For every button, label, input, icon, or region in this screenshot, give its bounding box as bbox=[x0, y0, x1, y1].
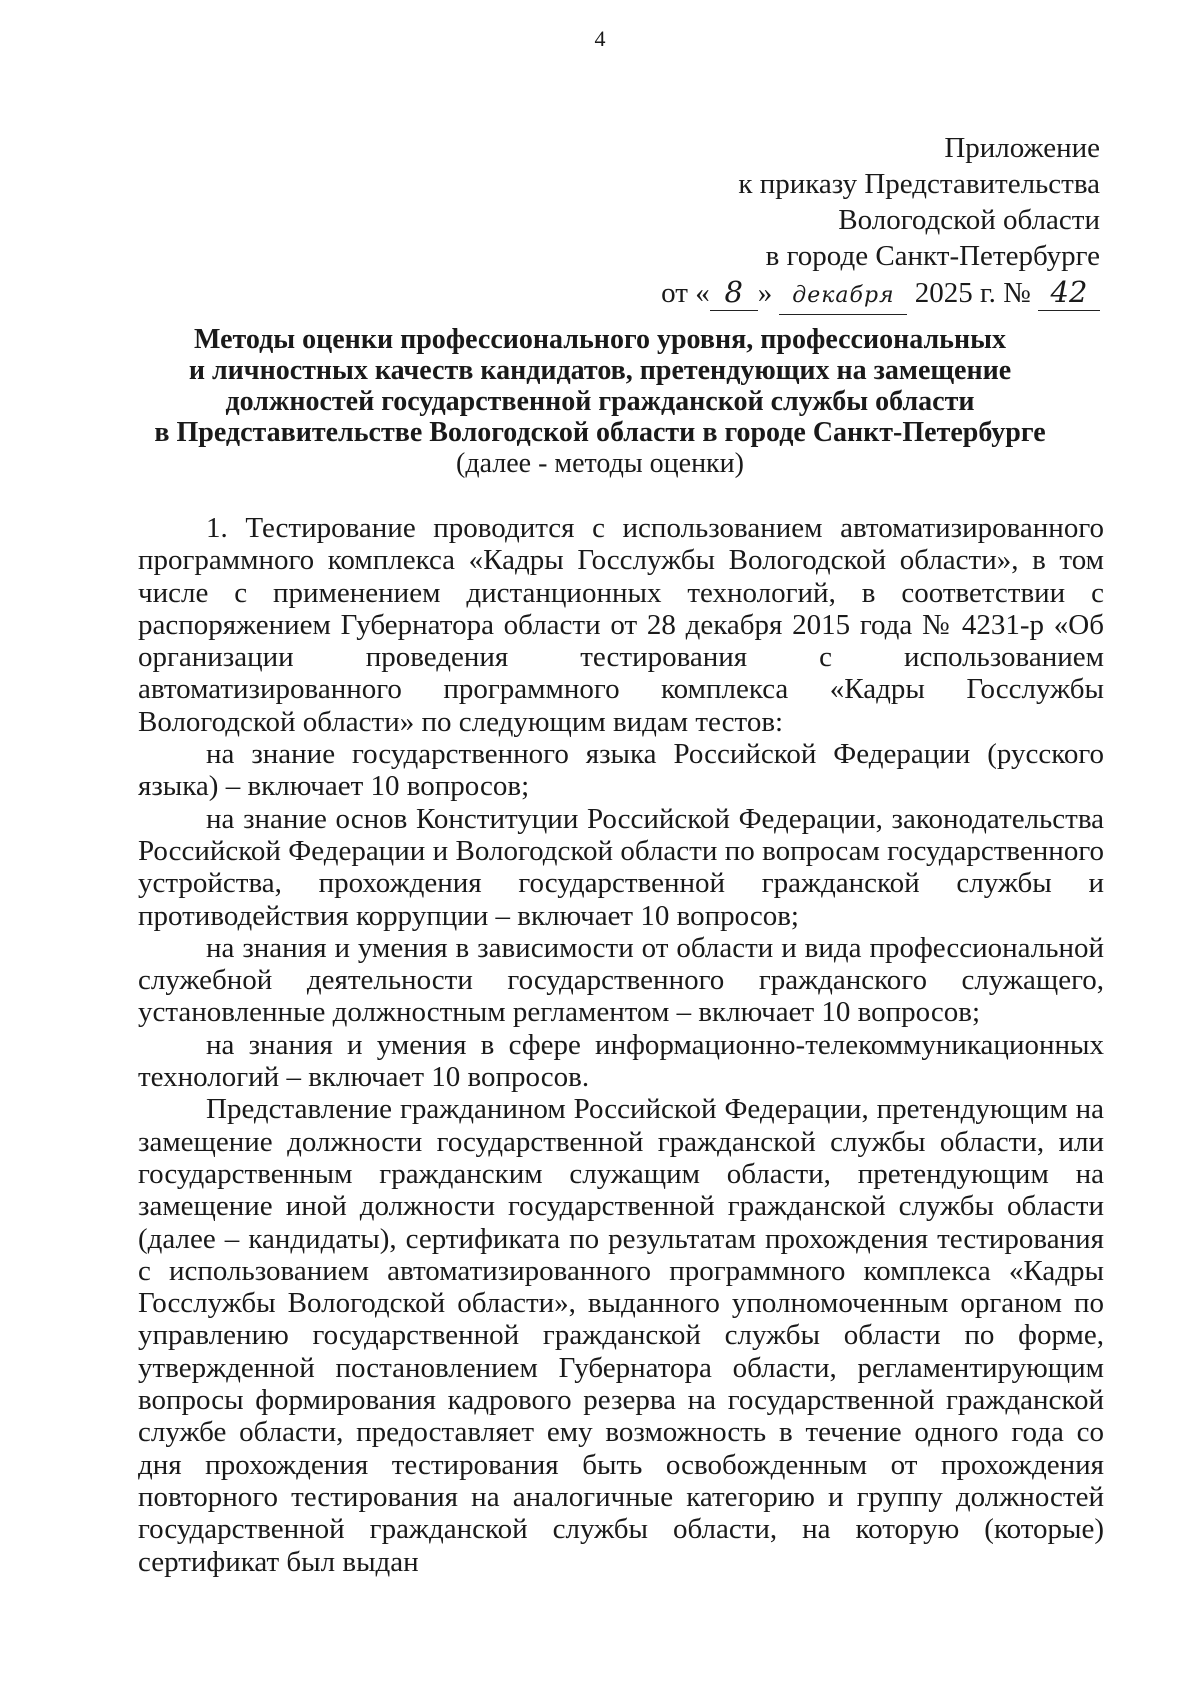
handwritten-order-number: 42 bbox=[1038, 274, 1100, 311]
handwritten-month: декабря bbox=[779, 278, 907, 315]
handwritten-day: 8 bbox=[710, 274, 758, 311]
order-year: 2025 г. № bbox=[914, 277, 1031, 309]
title-line: Методы оценки профессионального уровня, профессиональных bbox=[194, 324, 1006, 355]
title-line: и личностных качеств кандидатов, претендующих на замещение bbox=[188, 355, 1012, 386]
title-line: должностей государственной гражданской службы области bbox=[225, 386, 975, 417]
paragraph: на знание государственного языка Российской Федерации (русского языка) – включает 10 вопросов; bbox=[138, 738, 1104, 803]
appendix-line: Приложение bbox=[944, 132, 1100, 164]
order-prefix: от « bbox=[661, 277, 710, 309]
paragraph: 1. Тестирование проводится с использованием автоматизированного программного комплекса «Кадры Госслужбы Вологодской области», в том числе с применением дистанционных технологий, в соответствии с распоряжением Губернатора области от 28 декабря 2015 года № 4231-р «Об организации проведения тестирования с использованием автоматизированного программного комплекса «Кадры Госслужбы Вологодской области» по следующим видам тестов: bbox=[138, 512, 1104, 738]
appendix-line: Вологодской области bbox=[838, 204, 1100, 236]
title-line: в Представительстве Вологодской области в городе Санкт-Петербурге bbox=[154, 417, 1046, 448]
appendix-header bbox=[661, 130, 1100, 315]
title-subtitle: (далее - методы оценки) bbox=[456, 448, 744, 479]
appendix-line: в городе Санкт-Петербурге bbox=[765, 240, 1100, 272]
appendix-line: к приказу Представительства bbox=[738, 168, 1100, 200]
document-title bbox=[100, 324, 1100, 479]
document-body bbox=[138, 512, 1104, 1578]
page-number: 4 bbox=[594, 26, 606, 51]
paragraph: на знания и умения в зависимости от области и вида профессиональной служебной деятельности государственного гражданского служащего, установленные должностным регламентом – включает 10 вопросов; bbox=[138, 931, 1104, 1029]
order-mid: » bbox=[757, 277, 773, 309]
paragraph: на знания и умения в сфере информационно-телекоммуникационных технологий – включает 10 вопросов. bbox=[138, 1028, 1104, 1094]
paragraph: на знание основ Конституции Российской Федерации, законодательства Российской Федерации и Вологодской области по вопросам государственного устройства, прохождения государственной гражданской службы и противодействия коррупции – включает 10 вопросов; bbox=[138, 802, 1104, 932]
paragraph: Представление гражданином Российской Федерации, претендующим на замещение должности государственной гражданской службы области, или государственным гражданским служащим области, претендующим на замещение иной должности государственной гражданской службы области (далее – кандидаты), сертификата по результатам прохождения тестирования с использованием автоматизированного программного комплекса «Кадры Госслужбы Вологодской области», выданного уполномоченным органом по управлению государственной гражданской службы области по форме, утвержденной постановлением Губернатора области, регламентирующим вопросы формирования кадрового резерва на государственной гражданской службе области, предоставляет ему возможность в течение одного года со дня прохождения тестирования быть освобожденным от прохождения повторного тестирования на аналогичные категорию и группу должностей государственной гражданской службы области, на которую (которые) сертификат был выдан bbox=[138, 1093, 1104, 1578]
order-date-line bbox=[661, 274, 1100, 315]
